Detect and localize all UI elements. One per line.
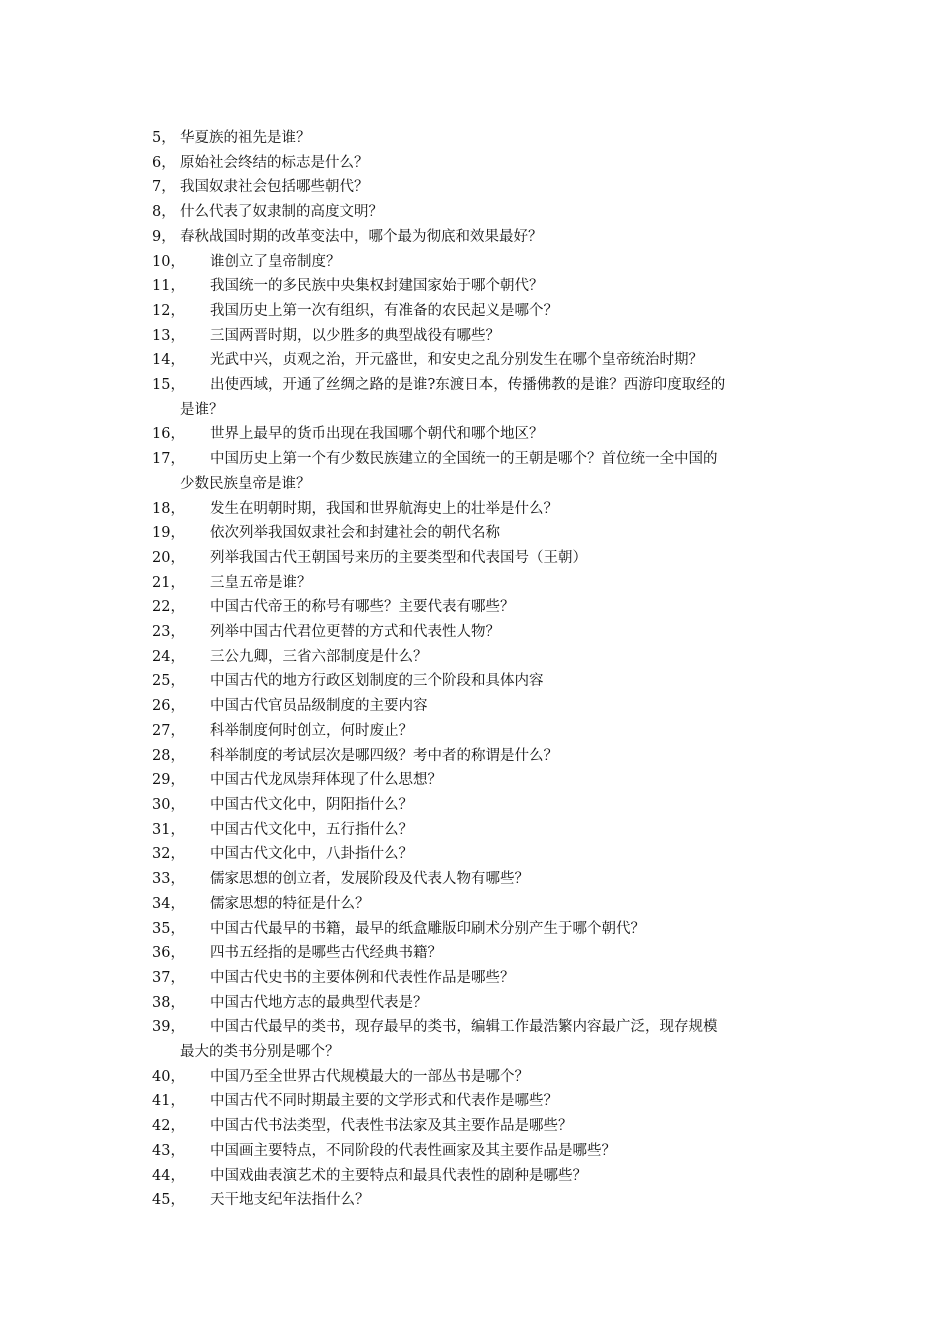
question-text: 列举我国古代王朝国号来历的主要类型和代表国号（王朝） <box>210 549 587 566</box>
question-number: 22， <box>152 599 185 616</box>
question-number: 18， <box>152 500 185 517</box>
question-text: 光武中兴，贞观之治，开元盛世，和安史之乱分别发生在哪个皇帝统治时期？ <box>210 352 703 369</box>
question-text: 列举中国古代君位更替的方式和代表性人物？ <box>210 624 500 641</box>
list-item <box>152 373 812 422</box>
question-number: 5， <box>152 130 176 146</box>
question-text: 春秋战国时期的改革变法中，哪个最为彻底和效果最好？ <box>180 228 543 245</box>
question-number: 9， <box>152 228 176 245</box>
question-number: 37， <box>152 969 185 986</box>
list-item <box>152 768 812 793</box>
list-item <box>152 1065 812 1090</box>
question-text: 中国古代帝王的称号有哪些？主要代表有哪些？ <box>210 599 515 616</box>
list-item <box>152 348 812 373</box>
list-item <box>152 694 812 719</box>
list-item <box>152 842 812 867</box>
question-text: 中国古代最早的书籍，最早的纸盒雕版印刷术分别产生于哪个朝代？ <box>210 920 645 937</box>
question-text: 中国历史上第一个有少数民族建立的全国统一的王朝是哪个？首位统一全中国的 <box>210 451 718 468</box>
question-text: 中国古代文化中，五行指什么？ <box>210 821 413 838</box>
question-number: 11， <box>152 278 185 295</box>
list-item <box>152 250 812 275</box>
question-number: 38， <box>152 994 185 1011</box>
question-number: 29， <box>152 772 185 789</box>
question-text: 中国画主要特点，不同阶段的代表性画家及其主要作品是哪些？ <box>210 1142 616 1159</box>
list-item <box>152 867 812 892</box>
question-number: 15， <box>152 377 185 394</box>
question-text-continued: 最大的类书分别是哪个？ <box>180 1044 340 1061</box>
question-text: 原始社会终结的标志是什么？ <box>180 154 369 171</box>
question-number: 27， <box>152 722 185 739</box>
question-text: 世界上最早的货币出现在我国哪个朝代和哪个地区？ <box>210 426 544 443</box>
question-text: 三国两晋时期，以少胜多的典型战役有哪些？ <box>210 327 500 344</box>
question-text: 中国古代书法类型，代表性书法家及其主要作品是哪些？ <box>210 1118 573 1135</box>
list-item <box>152 200 812 225</box>
list-item <box>152 892 812 917</box>
list-item <box>152 1015 812 1064</box>
list-item <box>152 422 812 447</box>
list-item <box>152 299 812 324</box>
list-item <box>152 1188 812 1213</box>
question-number: 8， <box>152 204 176 221</box>
question-text: 三公九卿，三省六部制度是什么？ <box>210 648 428 665</box>
list-item <box>152 274 812 299</box>
question-text: 发生在明朝时期，我国和世界航海史上的壮举是什么？ <box>210 500 558 517</box>
question-number: 16， <box>152 426 185 443</box>
question-text-continued: 是谁？ <box>180 401 224 418</box>
question-number: 26， <box>152 698 185 715</box>
question-text: 我国历史上第一次有组织，有准备的农民起义是哪个？ <box>210 302 558 319</box>
list-item <box>152 719 812 744</box>
question-text: 什么代表了奴隶制的高度文明？ <box>180 204 383 221</box>
list-item <box>152 818 812 843</box>
question-number: 39， <box>152 1019 185 1036</box>
list-item <box>152 546 812 571</box>
list-item <box>152 1089 812 1114</box>
question-text: 科举制度何时创立，何时废止？ <box>210 722 413 739</box>
question-number: 41， <box>152 1093 185 1110</box>
question-number: 34， <box>152 895 185 912</box>
question-text: 儒家思想的创立者，发展阶段及代表人物有哪些？ <box>210 871 529 888</box>
question-text: 谁创立了皇帝制度？ <box>210 253 341 270</box>
question-number: 14， <box>152 352 185 369</box>
list-item <box>152 1164 812 1189</box>
question-number: 32， <box>152 846 185 863</box>
list-item <box>152 595 812 620</box>
list-item <box>152 620 812 645</box>
list-item <box>152 225 812 250</box>
question-number: 24， <box>152 648 185 665</box>
list-item <box>152 793 812 818</box>
question-list <box>152 126 812 1213</box>
question-text-continued: 少数民族皇帝是谁？ <box>180 475 311 492</box>
question-number: 35， <box>152 920 185 937</box>
list-item <box>152 669 812 694</box>
question-number: 20， <box>152 549 185 566</box>
question-number: 28， <box>152 747 185 764</box>
question-text: 中国古代不同时期最主要的文学形式和代表作是哪些？ <box>210 1093 558 1110</box>
question-text: 中国古代官员品级制度的主要内容 <box>210 698 428 715</box>
question-text: 中国乃至全世界古代规模最大的一部丛书是哪个？ <box>210 1068 529 1085</box>
question-number: 42， <box>152 1118 185 1135</box>
list-item <box>152 917 812 942</box>
question-text: 我国统一的多民族中央集权封建国家始于哪个朝代？ <box>210 278 544 295</box>
list-item <box>152 966 812 991</box>
question-text: 中国古代最早的类书，现存最早的类书，编辑工作最浩繁内容最广泛，现存规模 <box>210 1019 718 1036</box>
question-number: 21， <box>152 574 185 591</box>
question-text: 我国奴隶社会包括哪些朝代？ <box>180 179 369 196</box>
question-text: 出使西域，开通了丝绸之路的是谁?东渡日本，传播佛教的是谁？西游印度取经的 <box>210 377 726 394</box>
question-text: 华夏族的祖先是谁？ <box>180 130 311 146</box>
question-number: 33， <box>152 871 185 888</box>
list-item <box>152 645 812 670</box>
list-item <box>152 521 812 546</box>
question-text: 中国古代龙凤崇拜体现了什么思想？ <box>210 772 442 789</box>
question-text: 依次列举我国奴隶社会和封建社会的朝代名称 <box>210 525 500 542</box>
list-item <box>152 1114 812 1139</box>
question-number: 23， <box>152 624 185 641</box>
question-number: 25， <box>152 673 185 690</box>
question-number: 45， <box>152 1192 185 1209</box>
list-item <box>152 1139 812 1164</box>
question-text: 四书五经指的是哪些古代经典书籍？ <box>210 945 442 962</box>
question-text: 儒家思想的特征是什么？ <box>210 895 370 912</box>
list-item <box>152 744 812 769</box>
list-item <box>152 151 812 176</box>
question-number: 36， <box>152 945 185 962</box>
question-text: 中国戏曲表演艺术的主要特点和最具代表性的剧种是哪些？ <box>210 1167 587 1184</box>
question-number: 13， <box>152 327 185 344</box>
question-text: 中国古代文化中，阴阳指什么？ <box>210 796 413 813</box>
question-number: 10， <box>152 253 185 270</box>
question-text: 中国古代的地方行政区划制度的三个阶段和具体内容 <box>210 673 544 690</box>
question-number: 30， <box>152 796 185 813</box>
question-number: 19， <box>152 525 185 542</box>
list-item <box>152 941 812 966</box>
question-number: 7， <box>152 179 176 196</box>
question-number: 6， <box>152 154 176 171</box>
list-item <box>152 175 812 200</box>
question-text: 天干地支纪年法指什么？ <box>210 1192 370 1209</box>
list-item <box>152 447 812 496</box>
question-number: 31， <box>152 821 185 838</box>
question-number: 40， <box>152 1068 185 1085</box>
list-item <box>152 324 812 349</box>
question-text: 三皇五帝是谁？ <box>210 574 312 591</box>
question-number: 12， <box>152 302 185 319</box>
question-text: 科举制度的考试层次是哪四级？考中者的称谓是什么？ <box>210 747 558 764</box>
question-number: 44， <box>152 1167 185 1184</box>
list-item <box>152 497 812 522</box>
question-number: 17， <box>152 451 185 468</box>
question-text: 中国古代史书的主要体例和代表性作品是哪些？ <box>210 969 515 986</box>
question-text: 中国古代地方志的最典型代表是？ <box>210 994 428 1011</box>
list-item <box>152 571 812 596</box>
question-number: 43， <box>152 1142 185 1159</box>
list-item <box>152 991 812 1016</box>
list-item <box>152 126 812 151</box>
question-text: 中国古代文化中，八卦指什么？ <box>210 846 413 863</box>
